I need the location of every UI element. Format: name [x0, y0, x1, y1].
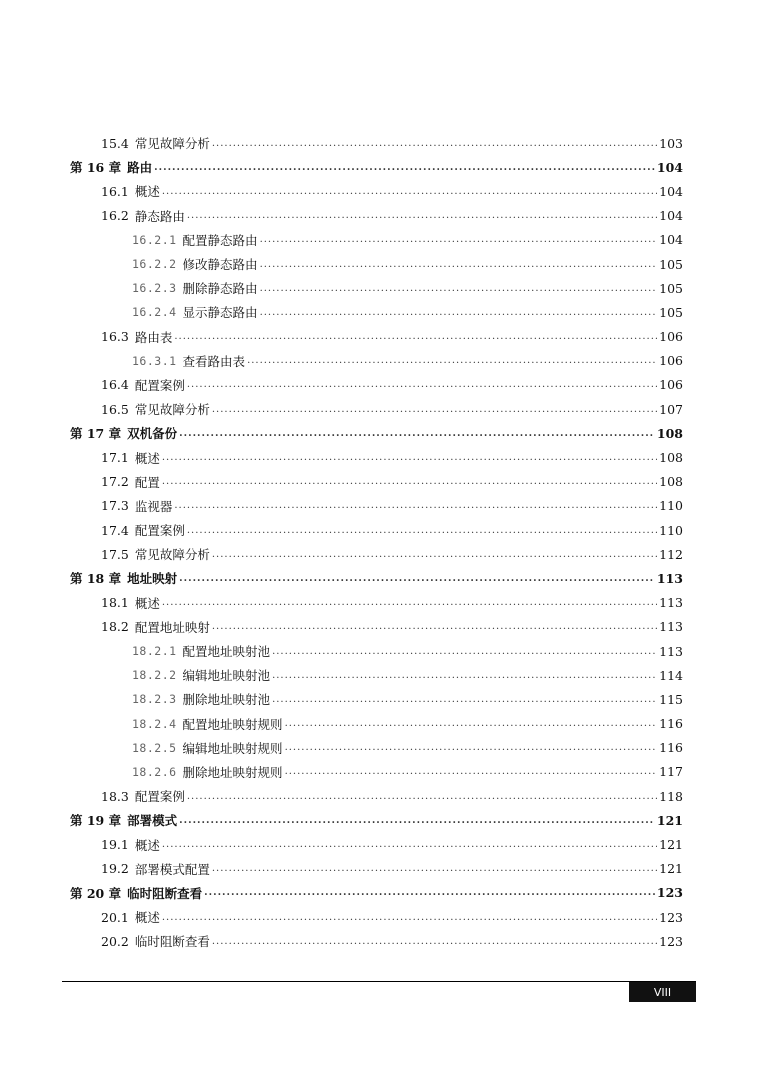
- toc-chapter-entry[interactable]: [0, 421, 761, 445]
- toc-leader-dots: [212, 863, 657, 874]
- toc-entry-number: 16.1: [101, 183, 129, 199]
- toc-section-entry[interactable]: [0, 760, 761, 784]
- toc-entry-number: 第 20 章: [70, 885, 122, 901]
- toc-leader-dots: [162, 476, 657, 487]
- toc-leader-dots: [260, 283, 658, 294]
- toc-entry-number: 20.1: [101, 909, 129, 925]
- toc-section-entry[interactable]: [0, 397, 761, 421]
- toc-section-entry[interactable]: [0, 470, 761, 494]
- toc-entry-title: 配置地址映射: [134, 619, 210, 635]
- toc-section-entry[interactable]: [0, 276, 761, 300]
- toc-entry-page: 116: [659, 716, 683, 732]
- toc-entry-number: 16.2.3: [132, 281, 177, 296]
- toc-entry-title: 显示静态路由: [182, 305, 258, 321]
- toc-leader-dots: [260, 259, 658, 270]
- toc-entry-title: 删除地址映射池: [182, 692, 271, 708]
- toc-entry-number: 16.5: [101, 401, 129, 417]
- page-number-badge: VIII: [629, 982, 696, 1002]
- toc-entry-title: 删除静态路由: [182, 281, 258, 297]
- toc-section-entry[interactable]: [0, 204, 761, 228]
- toc-entry-number: 第 18 章: [70, 571, 122, 587]
- toc-leader-dots: [174, 331, 657, 342]
- toc-leader-dots: [187, 791, 657, 802]
- toc-entry-page: 104: [659, 183, 683, 199]
- toc-entry-page: 105: [659, 280, 683, 296]
- toc-entry-number: 17.4: [101, 522, 129, 538]
- toc-section-entry[interactable]: [0, 325, 761, 349]
- toc-entry-title: 部署模式配置: [134, 861, 210, 877]
- toc-entry-number: 16.3.1: [132, 353, 177, 368]
- toc-section-entry[interactable]: [0, 615, 761, 639]
- toc-leader-dots: [285, 766, 658, 777]
- toc-entry-page: 105: [659, 256, 683, 272]
- toc-entry-page: 115: [659, 691, 683, 707]
- toc-entry-page: 106: [659, 329, 683, 345]
- toc-leader-dots: [212, 404, 657, 415]
- toc-entry-title: 常见故障分析: [134, 136, 210, 152]
- toc-entry-number: 17.2: [101, 474, 129, 490]
- toc-entry-number: 16.2.4: [132, 305, 177, 320]
- toc-entry-title: 删除地址映射规则: [182, 764, 283, 780]
- toc-section-entry[interactable]: [0, 300, 761, 324]
- toc-entry-page: 113: [659, 619, 683, 635]
- toc-entry-title: 概述: [134, 595, 160, 611]
- toc-entry-title: 查看路由表: [182, 353, 246, 369]
- toc-entry-title: 常见故障分析: [134, 547, 210, 563]
- toc-entry-title: 编辑地址映射池: [182, 668, 271, 684]
- toc-section-entry[interactable]: [0, 687, 761, 711]
- toc-leader-dots: [187, 379, 657, 390]
- toc-entry-title: 概述: [134, 837, 160, 853]
- toc-entry-title: 双机备份: [127, 426, 178, 442]
- toc-entry-page: 104: [659, 232, 683, 248]
- toc-leader-dots: [162, 597, 657, 608]
- toc-entry-title: 配置案例: [134, 789, 185, 805]
- toc-section-entry[interactable]: [0, 712, 761, 736]
- toc-leader-dots: [260, 307, 658, 318]
- toc-entry-page: 106: [659, 377, 683, 393]
- toc-entry-number: 16.2.1: [132, 232, 177, 247]
- toc-section-entry[interactable]: [0, 179, 761, 203]
- toc-leader-dots: [212, 138, 657, 149]
- toc-section-entry[interactable]: [0, 518, 761, 542]
- toc-entry-number: 16.3: [101, 329, 129, 345]
- toc-entry-number: 18.1: [101, 595, 129, 611]
- toc-section-entry[interactable]: [0, 228, 761, 252]
- toc-entry-number: 第 19 章: [70, 813, 122, 829]
- toc-leader-dots: [247, 355, 657, 366]
- toc-entry-page: 112: [659, 546, 683, 562]
- toc-entry-number: 18.2.4: [132, 716, 177, 731]
- toc-entry-title: 配置案例: [134, 377, 185, 393]
- toc-chapter-entry[interactable]: [0, 155, 761, 179]
- toc-leader-dots: [212, 936, 657, 947]
- toc-entry-page: 121: [656, 812, 683, 828]
- toc-section-entry[interactable]: [0, 373, 761, 397]
- toc-entry-title: 配置地址映射池: [182, 644, 271, 660]
- toc-section-entry[interactable]: [0, 639, 761, 663]
- toc-entry-number: 19.1: [101, 837, 129, 853]
- toc-leader-dots: [162, 452, 657, 463]
- toc-entry-number: 18.2.1: [132, 644, 177, 659]
- toc-section-entry[interactable]: [0, 252, 761, 276]
- toc-section-entry[interactable]: [0, 784, 761, 808]
- toc-entry-number: 15.4: [101, 135, 129, 151]
- table-of-contents: [0, 131, 761, 953]
- toc-entry-title: 部署模式: [127, 813, 178, 829]
- toc-entry-number: 16.4: [101, 377, 129, 393]
- toc-chapter-entry[interactable]: [0, 808, 761, 832]
- toc-leader-dots: [272, 646, 657, 657]
- toc-leader-dots: [212, 621, 657, 632]
- toc-section-entry[interactable]: [0, 542, 761, 566]
- toc-entry-number: 16.2: [101, 208, 129, 224]
- toc-entry-page: 118: [659, 788, 683, 804]
- toc-entry-title: 监视器: [134, 498, 173, 514]
- toc-entry-title: 配置静态路由: [182, 232, 258, 248]
- toc-entry-title: 地址映射: [127, 571, 178, 587]
- toc-chapter-entry[interactable]: [0, 881, 761, 905]
- toc-entry-title: 路由表: [134, 329, 173, 345]
- toc-entry-page: 108: [659, 450, 683, 466]
- toc-section-entry[interactable]: [0, 857, 761, 881]
- toc-entry-title: 常见故障分析: [134, 402, 210, 418]
- toc-entry-title: 编辑地址映射规则: [182, 740, 283, 756]
- toc-entry-page: 106: [659, 353, 683, 369]
- toc-leader-dots: [174, 500, 657, 511]
- toc-leader-dots: [272, 694, 657, 705]
- toc-entry-number: 18.2.3: [132, 692, 177, 707]
- toc-entry-page: 103: [659, 135, 683, 151]
- toc-entry-page: 113: [656, 570, 683, 586]
- toc-entry-number: 18.2: [101, 619, 129, 635]
- toc-entry-title: 配置案例: [134, 523, 185, 539]
- toc-entry-number: 18.2.2: [132, 668, 177, 683]
- toc-section-entry[interactable]: [0, 832, 761, 856]
- toc-entry-number: 第 16 章: [70, 160, 122, 176]
- toc-entry-page: 104: [656, 159, 683, 175]
- toc-leader-dots: [162, 186, 657, 197]
- toc-entry-page: 113: [659, 643, 683, 659]
- toc-leader-dots: [187, 210, 657, 221]
- toc-section-entry[interactable]: [0, 663, 761, 687]
- toc-leader-dots: [285, 718, 658, 729]
- toc-entry-number: 19.2: [101, 861, 129, 877]
- toc-leader-dots: [179, 815, 655, 826]
- toc-section-entry[interactable]: [0, 905, 761, 929]
- toc-entry-page: 123: [659, 909, 683, 925]
- toc-entry-number: 18.3: [101, 788, 129, 804]
- toc-entry-page: 117: [659, 764, 683, 780]
- toc-entry-page: 113: [659, 595, 683, 611]
- toc-section-entry[interactable]: [0, 445, 761, 469]
- toc-entry-number: 18.2.6: [132, 764, 177, 779]
- toc-entry-page: 121: [659, 861, 683, 877]
- toc-entry-page: 123: [659, 933, 683, 949]
- toc-entry-title: 临时阻断查看: [127, 885, 203, 901]
- toc-leader-dots: [204, 887, 655, 898]
- toc-entry-number: 17.5: [101, 546, 129, 562]
- toc-leader-dots: [162, 839, 657, 850]
- toc-entry-page: 121: [659, 837, 683, 853]
- toc-entry-page: 110: [659, 498, 683, 514]
- toc-entry-title: 配置: [134, 474, 160, 490]
- toc-entry-number: 17.3: [101, 498, 129, 514]
- toc-entry-number: 17.1: [101, 450, 129, 466]
- toc-entry-page: 108: [659, 474, 683, 490]
- toc-leader-dots: [162, 912, 657, 923]
- toc-leader-dots: [260, 234, 658, 245]
- toc-entry-title: 路由: [127, 160, 153, 176]
- toc-entry-title: 概述: [134, 450, 160, 466]
- toc-entry-page: 104: [659, 208, 683, 224]
- toc-entry-number: 18.2.5: [132, 740, 177, 755]
- footer-rule: [62, 981, 696, 982]
- toc-leader-dots: [154, 162, 655, 173]
- toc-section-entry[interactable]: [0, 494, 761, 518]
- toc-entry-page: 116: [659, 740, 683, 756]
- toc-entry-title: 静态路由: [134, 208, 185, 224]
- toc-leader-dots: [179, 428, 655, 439]
- toc-section-entry[interactable]: [0, 131, 761, 155]
- toc-leader-dots: [187, 525, 657, 536]
- toc-entry-number: 20.2: [101, 933, 129, 949]
- toc-entry-page: 110: [659, 522, 683, 538]
- toc-chapter-entry[interactable]: [0, 566, 761, 590]
- toc-leader-dots: [272, 670, 657, 681]
- toc-entry-title: 临时阻断查看: [134, 934, 210, 950]
- toc-leader-dots: [179, 573, 655, 584]
- toc-entry-page: 105: [659, 304, 683, 320]
- toc-section-entry[interactable]: [0, 349, 761, 373]
- toc-entry-number: 16.2.2: [132, 257, 177, 272]
- toc-entry-number: 第 17 章: [70, 426, 122, 442]
- toc-entry-title: 概述: [134, 184, 160, 200]
- toc-section-entry[interactable]: [0, 929, 761, 953]
- toc-entry-page: 123: [656, 885, 683, 901]
- toc-entry-title: 修改静态路由: [182, 257, 258, 273]
- toc-entry-title: 配置地址映射规则: [182, 716, 283, 732]
- toc-leader-dots: [285, 742, 658, 753]
- toc-section-entry[interactable]: [0, 591, 761, 615]
- toc-entry-page: 108: [656, 425, 683, 441]
- toc-entry-title: 概述: [134, 910, 160, 926]
- toc-entry-page: 107: [659, 401, 683, 417]
- toc-leader-dots: [212, 549, 657, 560]
- toc-entry-page: 114: [659, 667, 683, 683]
- toc-section-entry[interactable]: [0, 736, 761, 760]
